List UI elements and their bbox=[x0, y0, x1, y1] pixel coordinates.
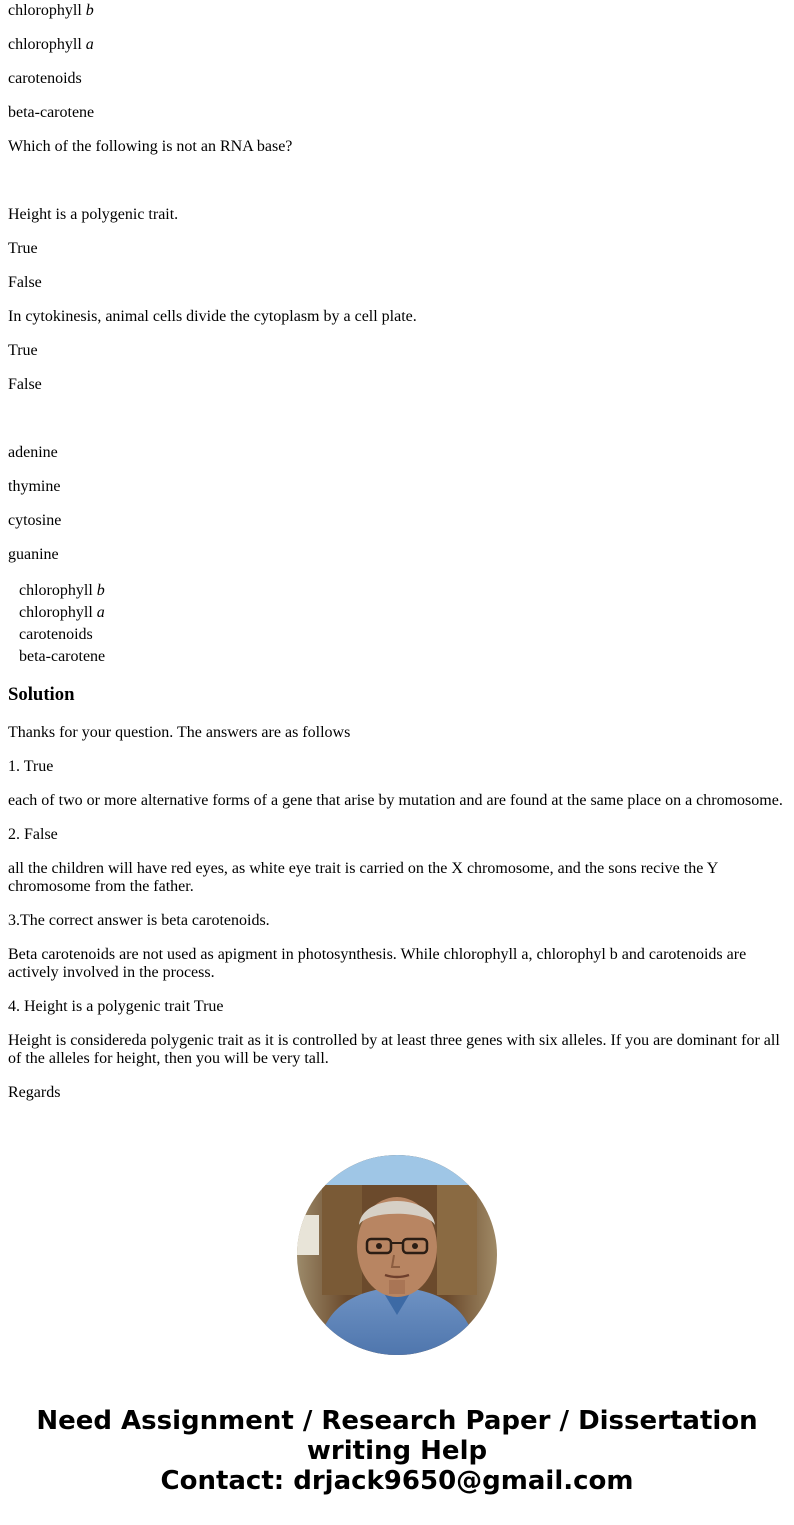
solution-paragraph: all the children will have red eyes, as white eye trait is carried on the X chromosome, and the sons recive the Y chromosome from the father. bbox=[8, 860, 718, 895]
solution-paragraph: Regards bbox=[8, 1084, 61, 1101]
option-false: False bbox=[8, 376, 42, 393]
option-chlorophyll-b: chlorophyll b bbox=[8, 2, 94, 19]
list-item: carotenoids bbox=[19, 626, 93, 643]
solution-heading: Solution bbox=[8, 684, 75, 705]
solution-paragraph: each of two or more alternative forms of a gene that arise by mutation and are found at the same place on a chromosome. bbox=[8, 792, 783, 809]
solution-paragraph: 3.The correct answer is beta carotenoids. bbox=[8, 912, 270, 929]
blank-line bbox=[8, 172, 786, 190]
promo-contact: Contact: drjack9650@gmail.com bbox=[160, 1466, 634, 1496]
author-photo bbox=[297, 1155, 497, 1355]
pigment-option-list bbox=[19, 580, 786, 668]
promo-line: Need Assignment / Research Paper / Dissertation bbox=[36, 1406, 758, 1436]
solution-paragraph: Height is considereda polygenic trait as it is controlled by at least three genes with six alleles. If you are dominant for all of the alleles for height, then you will be very tall. bbox=[8, 1032, 780, 1067]
solution-paragraph: 1. True bbox=[8, 758, 54, 775]
blank-line bbox=[8, 410, 786, 428]
solution-paragraph: Beta carotenoids are not used as apigment in photosynthesis. While chlorophyll a, chlorophyl b and carotenoids are actively involved in the process. bbox=[8, 946, 747, 981]
solution-paragraph: 2. False bbox=[8, 826, 58, 843]
solution-paragraph: Thanks for your question. The answers are as follows bbox=[8, 724, 351, 741]
option-true: True bbox=[8, 342, 38, 359]
question-height-polygenic: Height is a polygenic trait. bbox=[8, 206, 179, 223]
list-item: chlorophyll a bbox=[19, 604, 105, 621]
list-item: beta-carotene bbox=[19, 648, 106, 665]
option-beta-carotene: beta-carotene bbox=[8, 104, 95, 121]
promo-banner bbox=[0, 1406, 794, 1496]
question-cytokinesis: In cytokinesis, animal cells divide the cytoplasm by a cell plate. bbox=[8, 308, 417, 325]
promo-line: writing Help bbox=[306, 1436, 488, 1466]
option-thymine: thymine bbox=[8, 478, 61, 495]
solution-paragraph: 4. Height is a polygenic trait True bbox=[8, 998, 224, 1015]
question-rna-base: Which of the following is not an RNA base? bbox=[8, 138, 293, 155]
option-false: False bbox=[8, 274, 42, 291]
option-guanine: guanine bbox=[8, 546, 59, 563]
option-chlorophyll-a: chlorophyll a bbox=[8, 36, 94, 53]
option-cytosine: cytosine bbox=[8, 512, 62, 529]
document-body bbox=[0, 2, 794, 1102]
list-item: chlorophyll b bbox=[19, 582, 105, 599]
option-adenine: adenine bbox=[8, 444, 58, 461]
option-true: True bbox=[8, 240, 38, 257]
option-carotenoids: carotenoids bbox=[8, 70, 82, 87]
